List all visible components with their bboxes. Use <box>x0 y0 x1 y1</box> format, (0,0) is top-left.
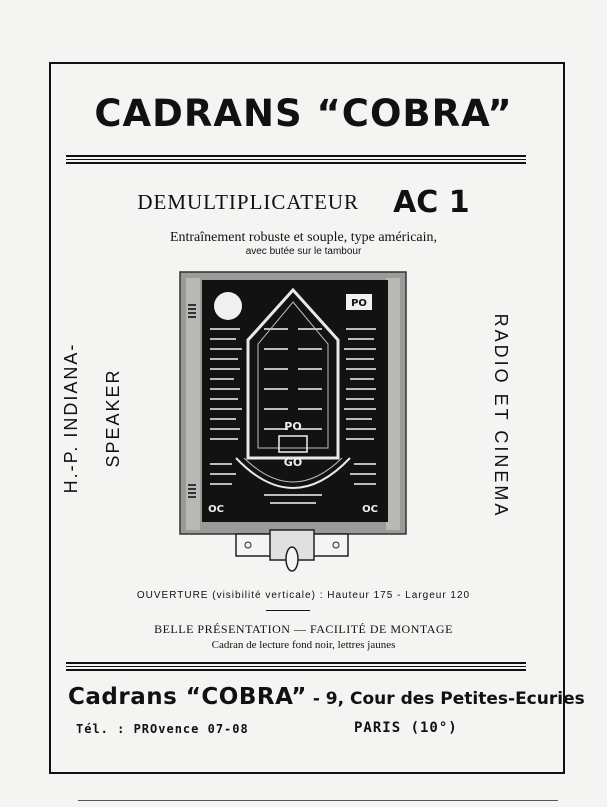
page-bottom-line <box>78 800 558 801</box>
title-rule-bottom <box>66 162 526 164</box>
presentation-text: BELLE PRÉSENTATION — FACILITÉ DE MONTAGE <box>154 622 453 636</box>
footer-rule-bottom <box>66 669 526 671</box>
dial-illustration <box>178 268 408 578</box>
product-model: AC 1 <box>393 185 470 220</box>
badge-po-top-label: PO <box>351 298 367 309</box>
product-tagline: Entraînement robuste et souple, type américain, <box>169 230 438 245</box>
caption-separator <box>266 610 310 611</box>
side-text-right: RADIO ET CINEMA <box>491 313 511 519</box>
title-rule-top <box>66 155 526 157</box>
side-text-left: H.-P. INDIANA-SPEAKER <box>61 342 123 494</box>
footer-phone: Tél. : PROvence 07-08 <box>76 722 249 736</box>
product-tagline-small: avec butée sur le tambour <box>245 246 362 257</box>
badge-oc-right: OC <box>362 504 378 515</box>
footer-rule-mid <box>66 666 526 667</box>
badge-po-center: PO <box>284 420 302 433</box>
title-rule-mid <box>66 159 526 160</box>
opening-dimensions: OUVERTURE (visibilité verticale) : Hauteur 175 - Largeur 120 <box>136 590 471 601</box>
product-heading <box>0 185 607 220</box>
indicator-light <box>214 292 242 320</box>
footer-company-line <box>68 684 585 710</box>
badge-oc-left: OC <box>208 504 224 515</box>
reading-text: Cadran de lecture fond noir, lettres jaunes <box>211 639 396 651</box>
footer-address: - 9, Cour des Petites-Ecuries <box>306 689 585 709</box>
tuning-knob-shaft <box>286 547 298 571</box>
footer-city: PARIS (10°) <box>354 720 458 736</box>
footer-rule-top <box>66 662 526 664</box>
badge-go-center: GO <box>283 456 303 469</box>
page-title: CADRANS “COBRA” <box>94 92 513 135</box>
product-name: DEMULTIPLICATEUR <box>137 190 360 214</box>
footer-company: Cadrans “COBRA” <box>68 684 307 710</box>
